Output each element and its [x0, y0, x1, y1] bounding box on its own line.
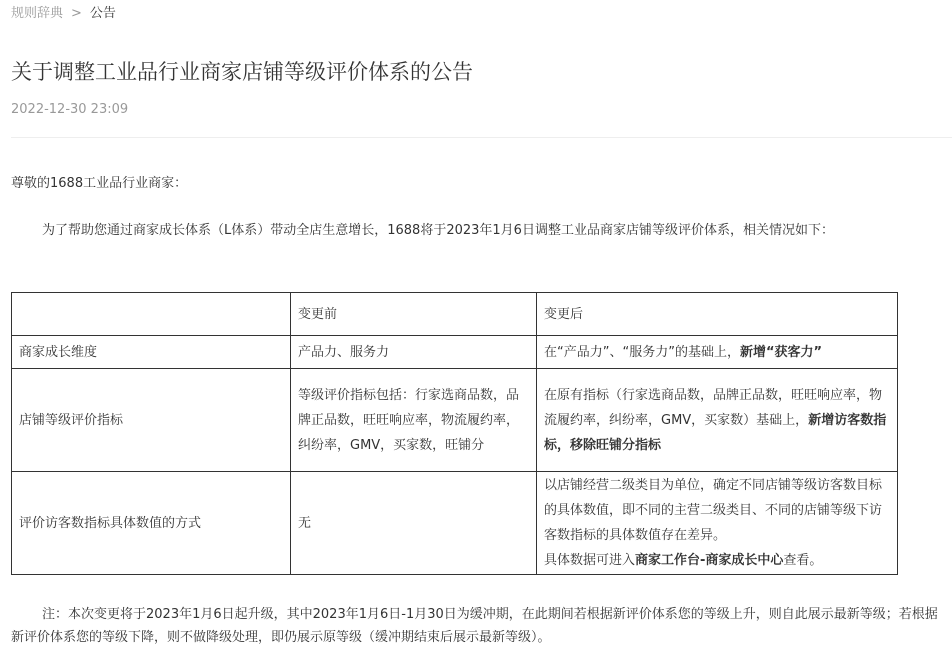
row-before: 无: [291, 472, 537, 575]
row-after-text: 在“产品力”、“服务力”的基础上，: [544, 344, 740, 360]
row-after-text: 在原有指标（行家选商品数，品牌正品数，旺旺响应率，物流履约率，纠纷率，GMV，买家数）基础上，: [544, 387, 883, 428]
row-before: 等级评价指标包括：行家选商品数，品牌正品数，旺旺响应率，物流履约率，纠纷率，GMV，买家数，旺铺分: [291, 369, 537, 472]
row-after: [537, 336, 898, 369]
table-header-row: [12, 293, 898, 336]
row-after: [537, 369, 898, 472]
row-after-text-2: 具体数据可进入: [544, 553, 636, 568]
table-header-empty: [12, 293, 291, 336]
publish-date: 2022-12-30 23:09: [11, 102, 129, 117]
row-label: 商家成长维度: [12, 336, 291, 369]
row-label: 店铺等级评价指标: [12, 369, 291, 472]
table-row-level-indicators: [12, 369, 898, 472]
changes-table: [11, 292, 898, 575]
header-divider: [11, 137, 952, 138]
row-after-highlight: 商家工作台-商家成长中心: [635, 553, 784, 568]
breadcrumb: [11, 4, 116, 24]
breadcrumb-link-rules-dictionary[interactable]: 规则辞典: [11, 6, 64, 21]
table-row-visitor-method: [12, 472, 898, 575]
table-header-after: 变更后: [537, 293, 898, 336]
intro-paragraph: 为了帮助您通过商家成长体系（L体系）带动全店生意增长，1688将于2023年1月6日调整工业品商家店铺等级评价体系，相关情况如下：: [42, 223, 834, 238]
note-paragraph: 注：本次变更将于2023年1月6日起升级，其中2023年1月6日-1月30日为缓冲期，在此期间若根据新评价体系您的等级上升，则自此展示最新等级；若根据新评价体系您的等级下降，则不做降级处理，即仍展示原等级（缓冲期结束后展示最新等级）。: [11, 607, 938, 645]
row-before: 产品力、服务力: [291, 336, 537, 369]
row-after-text-end: 查看。: [783, 553, 823, 568]
row-after-highlight: 新增访客数指标，移除旺铺分指标: [544, 412, 887, 453]
page-title: 关于调整工业品行业商家店铺等级评价体系的公告: [11, 60, 473, 84]
row-after-text: 以店铺经营二级类目为单位，确定不同店铺等级访客数目标的具体数值，即不同的主营二级类目、不同的店铺等级下访客数指标的具体数值存在差异。: [544, 478, 883, 543]
table-header-before: 变更前: [291, 293, 537, 336]
table-row-growth-dimension: [12, 336, 898, 369]
row-after-highlight: 新增“获客力”: [739, 344, 823, 360]
row-label: 评价访客数指标具体数值的方式: [12, 472, 291, 575]
breadcrumb-separator: >: [71, 6, 82, 21]
greeting-text: 尊敬的1688工业品行业商家：: [11, 176, 188, 191]
breadcrumb-current: 公告: [89, 6, 116, 21]
row-after: [537, 472, 898, 575]
